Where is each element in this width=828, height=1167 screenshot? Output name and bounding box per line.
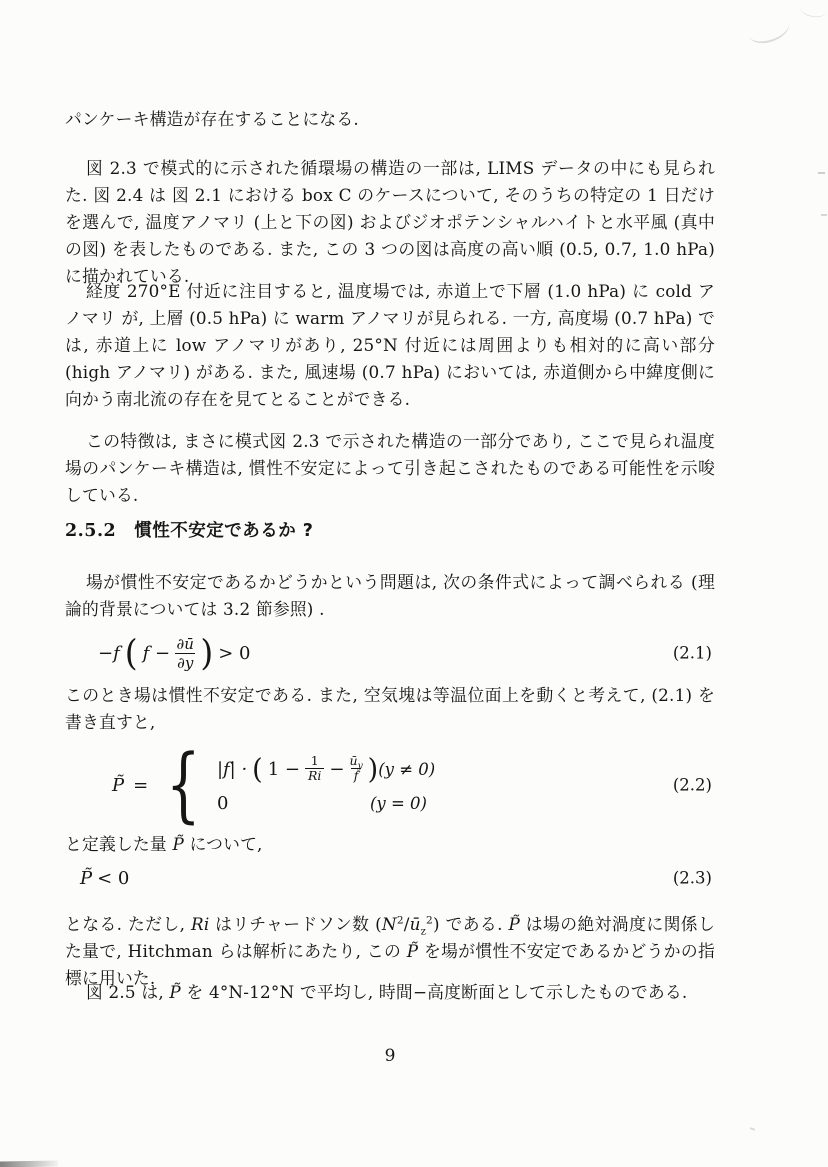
math-term: f − [142, 642, 171, 664]
equation-2-3-body [80, 868, 129, 889]
math-relation: < 0 [97, 867, 130, 889]
equation-number: (2.1) [672, 643, 712, 663]
paragraph-richardson: となる. ただし, Ri はリチャードソン数 $(N^2/ū_z^2)$ である. P̃ は場の絶対渦度に関係した量で, Hitchman らは解析にあたり, この P̃ を場が慣性不安定であるかどうかの指標に用いた. [65, 914, 715, 988]
minus-sign: − [329, 759, 345, 780]
scan-artifact-bottom-left [0, 1160, 58, 1167]
paragraph-condition-intro: 場が慣性不安定であるかどうかという問題は, 次の条件式によって調べられる (理論的背景については 3.2 節参照) . [65, 572, 715, 619]
case-condition: (y ≠ 0) [378, 760, 436, 779]
scan-artifact-top-right [745, 11, 792, 46]
page-number: 9 [384, 1046, 396, 1066]
scan-speck [818, 172, 825, 174]
equation-number: (2.3) [672, 868, 712, 888]
superscript: 2 [426, 914, 433, 927]
fraction-numerator: $ū_y$ [349, 753, 363, 772]
paragraph-definition: と定義した量 P̃ について, [65, 834, 263, 854]
equation-2-1 [0, 626, 828, 680]
paragraph-feature-summary: この特徴は, まさに模式図 2.3 で示された構造の一部分であり, ここで見られ温度場のパンケーキ構造は, 慣性不安定によって引き起こされたものである可能性を示唆している. [65, 431, 715, 505]
subscript: y [357, 761, 363, 772]
fraction-numerator: 1 [310, 753, 319, 768]
scan-speck [750, 1127, 755, 1131]
scan-speck [821, 214, 827, 216]
fraction-denominator: Ri [305, 768, 324, 783]
math-var-p-tilde: P̃ [508, 914, 520, 934]
paragraph-longitude-270e: 経度 270°E 付近に注目すると, 温度場では, 赤道上で下層 (1.0 hPa) に cold アノマリ が, 上層 (0.5 hPa) に warm アノマリが見られる. 一方, 高度場 (0.7 hPa) では, 赤道上に low アノマリがあり, 25°N 付近には周囲よりも相対的に高い部分 (high アノマリ) がある. また, 風速場 (0.7 hPa) においては, 赤道側から中緯度側に向かう南北流の存在を見てとることができる. [65, 281, 715, 409]
math-var-p-tilde: P̃ [169, 982, 181, 1002]
math-var-ubar: ū [409, 914, 421, 934]
math-var-ri: Ri [191, 914, 210, 934]
equals-sign: = [133, 774, 149, 796]
math-term: 1 − [267, 759, 300, 780]
paragraph-fig25: 図 2.5 は, P̃ を 4°N-12°N で平均し, 時間−高度断面として示したものである. [86, 982, 688, 1002]
math-term: |f| · [216, 759, 248, 780]
equation-cases [216, 752, 436, 814]
math-term: P̃ [80, 867, 93, 889]
math-var-p-tilde: P̃ [406, 941, 419, 961]
fraction-numerator: ∂ū [176, 634, 194, 653]
case-row-zero [217, 793, 435, 814]
paragraph-fig23-lims: 図 2.3 で模式的に示された循環場の構造の一部は, LIMS データの中にも見られた. 図 2.4 は 図 2.1 における box C のケースについて, そのうちの特定の 1 日だけを選んで, 温度アノマリ (上と下の図) およびジオポテンシャルハイトと水平風 (真中の図) を表したものである. また, この 3 つの図は高度の高い順 (0.5, 0.7, 1.0 hPa) に描かれている. [65, 158, 715, 286]
case-condition: (y = 0) [369, 794, 427, 813]
left-paren: ( [124, 631, 138, 674]
equation-2-1-body [98, 631, 251, 674]
fraction [350, 754, 363, 783]
paragraph-rewrite-intro: このとき場は慣性不安定である. また, 空気塊は等温位面上を動くと考えて, (2.1) を書き直すと, [65, 685, 715, 732]
subscript: z [420, 926, 427, 938]
fraction [175, 635, 195, 672]
math-var-p-tilde: P̃ [172, 834, 184, 854]
section-heading-2-5-2 [65, 518, 715, 545]
math-term: −f [98, 642, 120, 664]
fraction [305, 754, 324, 783]
equation-number: (2.2) [672, 775, 712, 795]
math-term: P̃ [112, 774, 125, 796]
fraction-denominator: f [351, 768, 362, 783]
math-relation: > 0 [218, 642, 251, 664]
right-paren: ) [367, 752, 379, 786]
superscript: 2 [396, 914, 404, 927]
math-var-n: N [381, 914, 397, 934]
paragraph-continuation: パンケーキ構造が存在することになる. [65, 109, 359, 129]
cases-brace: { [166, 737, 201, 833]
scan-artifact-corner [799, 0, 827, 18]
case-row-nonzero [216, 752, 436, 786]
section-number: 2.5.2 [65, 521, 117, 541]
right-paren: ) [200, 631, 214, 674]
case-expression [217, 793, 370, 814]
equation-2-2 [0, 737, 828, 833]
case-expression [216, 752, 379, 786]
equation-2-2-body [112, 737, 436, 833]
fraction-denominator: ∂y [177, 653, 194, 672]
math-term: 0 [216, 793, 229, 814]
left-paren: ( [252, 752, 263, 786]
section-title: 慣性不安定であるか ? [134, 521, 314, 541]
equation-2-3 [0, 863, 828, 893]
